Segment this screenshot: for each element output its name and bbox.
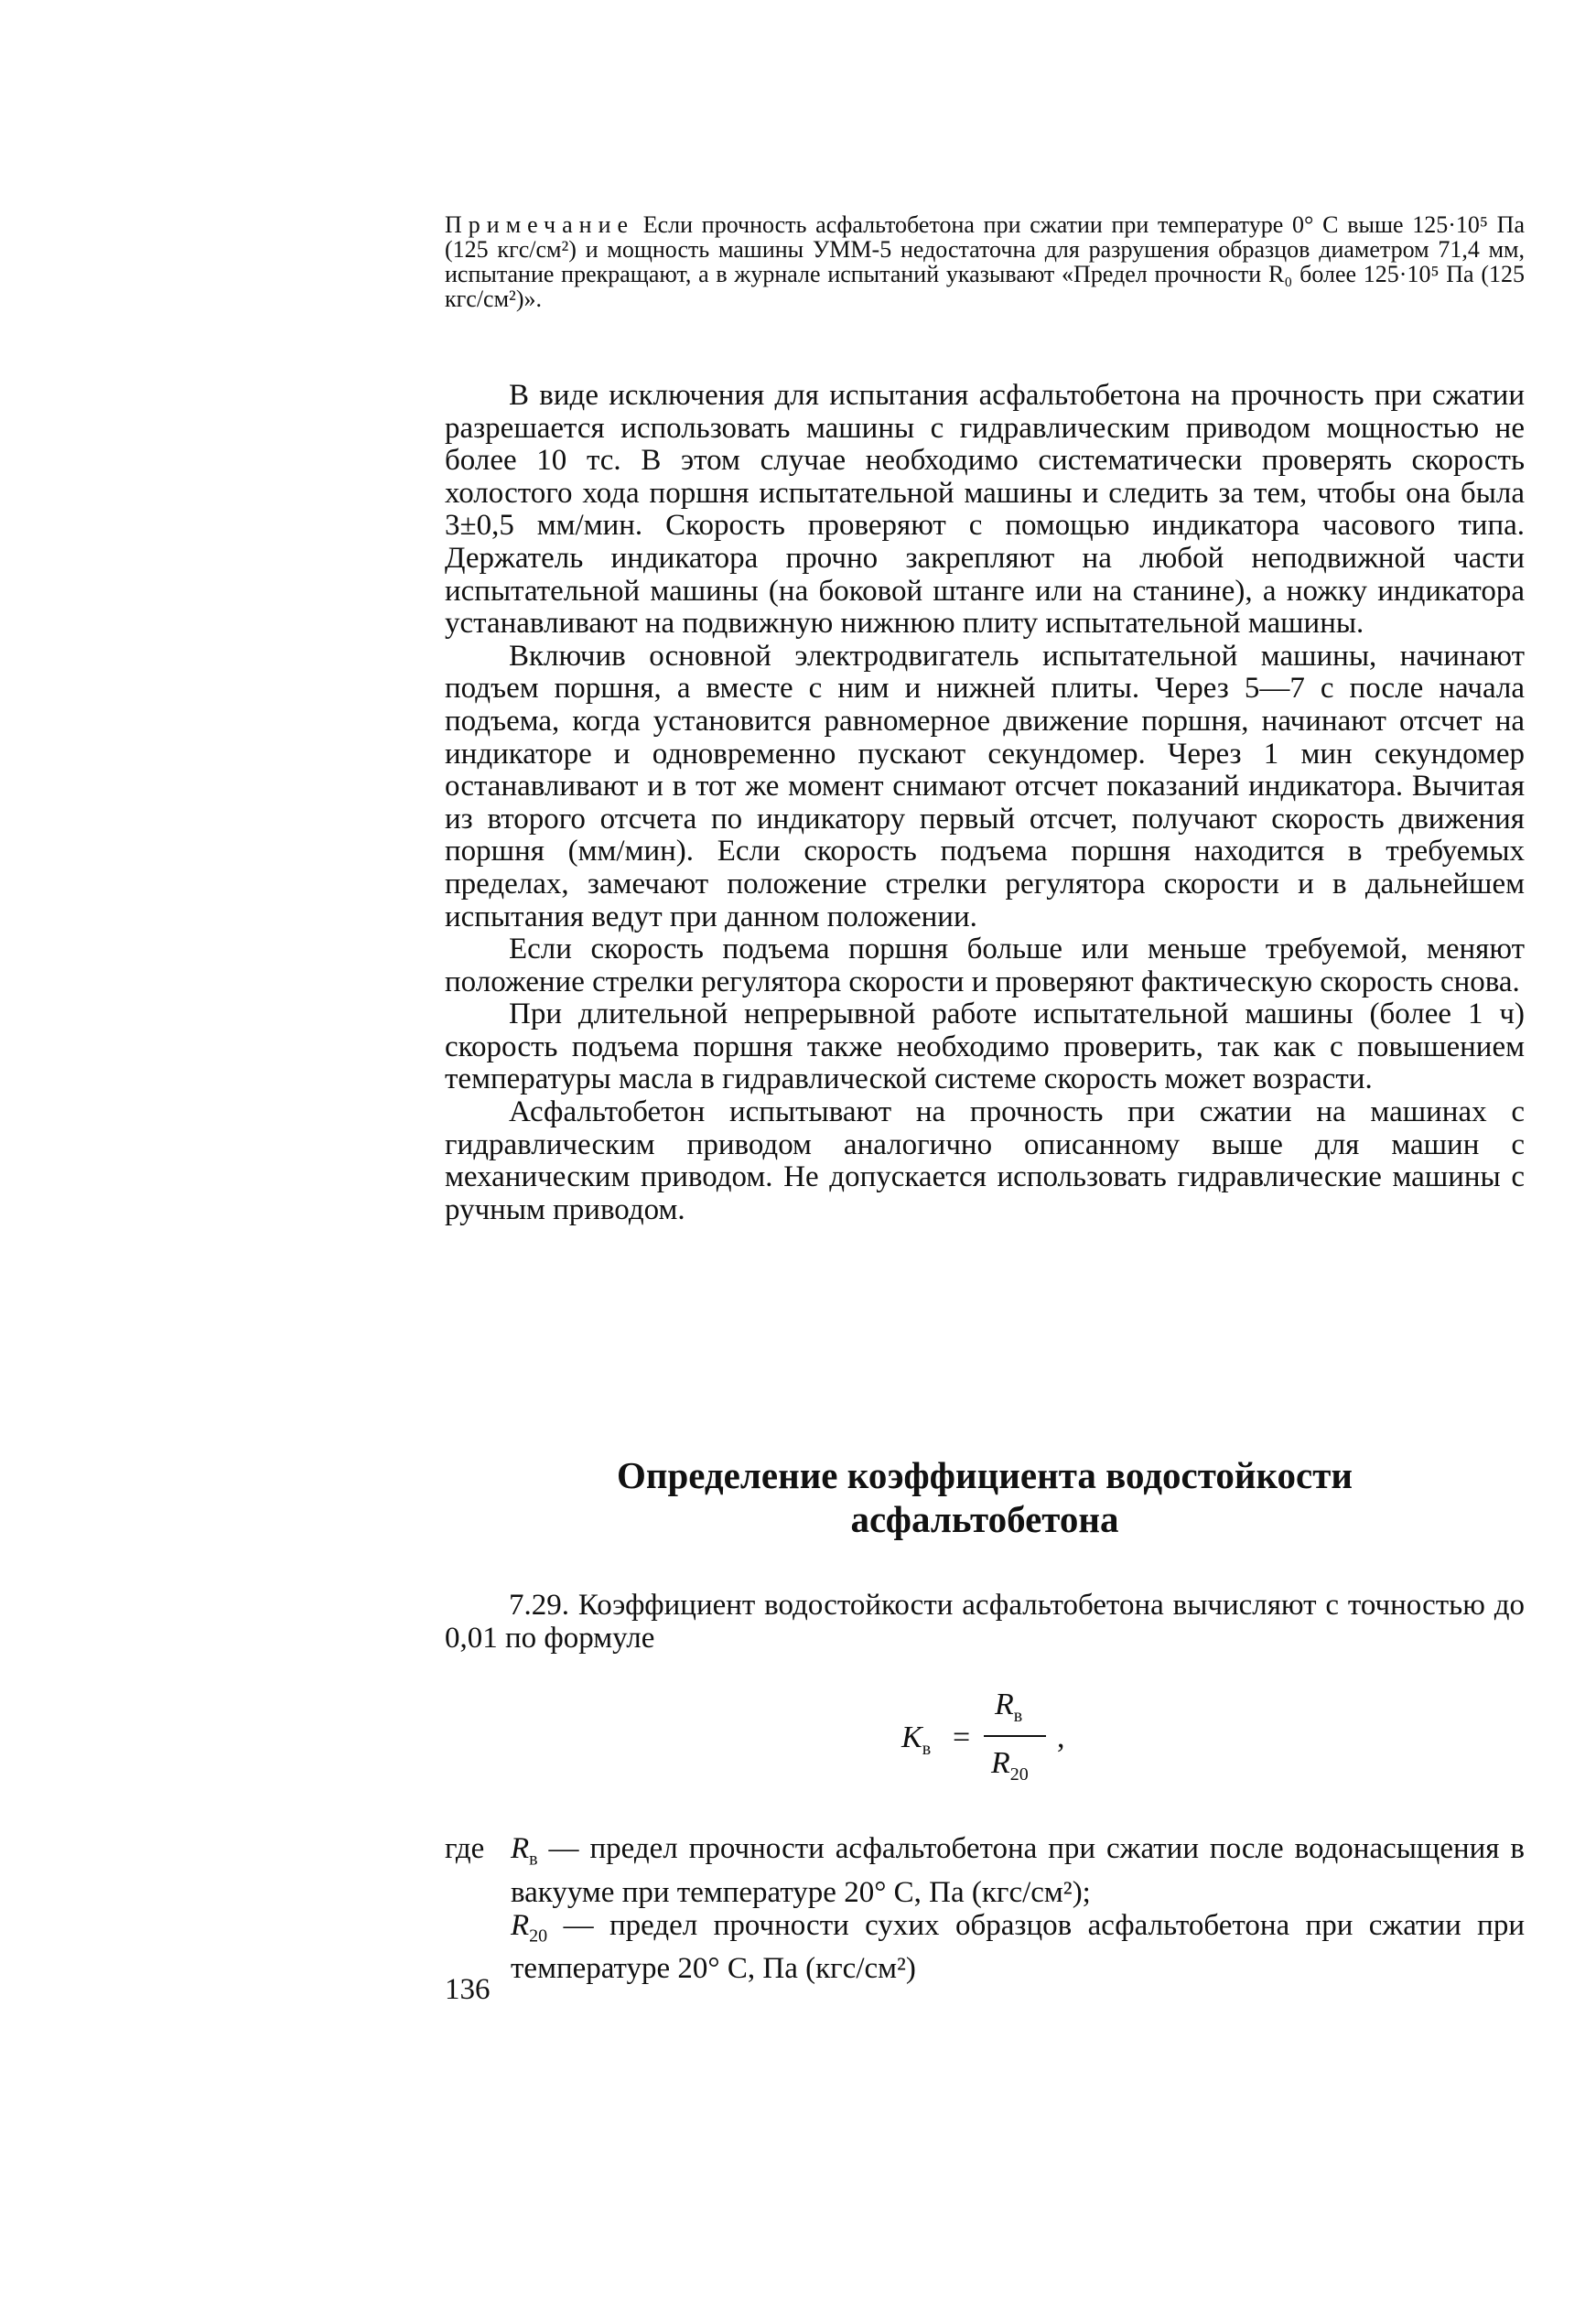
where-label: где [445, 1832, 485, 1865]
rv-symbol-sub: в [529, 1849, 538, 1870]
note-lead: Примечание [445, 211, 635, 238]
paragraph-speed-check: Включив основной электродвигатель испытательной машины, начинают подъем поршня, а вместе с ним и нижней плиты. Через 5—7 с после начала подъема, когда установится равномерное движение поршня, начинают отсчет на индикаторе и одновременно пускают секундомер. Через 1 мин секундомер останавливают и в тот же момент снимают отсчет показаний индикатора. Вычитая из второго отсчета по индикатору первый отсчет, получают скорость движения поршня (мм/мин). Если скорость подъема поршня находится в требуемых пределах, замечают положение стрелки регулятора скорости и в дальнейшем испытания ведут при данном положении. [445, 639, 1525, 933]
note-text: Если прочность асфальтобетона при сжатии при температуре 0° С выше 125·10⁵ Па (125 кгс/см²) и мощность машины УММ-5 недостаточна для разрушения образцов диаметром 71,4 мм, испытание прекращают, а в журнале испытаний указывают «Предел прочности R₀ более 125·10⁵ Па (125 кгс/см²)». [445, 211, 1525, 312]
r20-description: — предел прочности сухих образцов асфальтобетона при сжатии при температуре 20° С, Па (кгс/см²) [511, 1908, 1525, 1986]
definition-rv-text [511, 1832, 1525, 1909]
definition-r20-symbol [511, 1908, 548, 1947]
heading-line-2: асфальтобетона [850, 1498, 1119, 1540]
definition-rv [445, 1832, 1525, 1909]
formula-denominator [991, 1746, 1029, 1785]
formula-lhs-sub: в [922, 1738, 932, 1759]
rv-description: — предел прочности асфальтобетона при сжатии после водонасыщения в вакууме при температуре 20° С, Па (кгс/см²); [511, 1832, 1525, 1909]
fraction-bar [984, 1735, 1046, 1737]
water-resistance-formula [901, 1684, 1139, 1794]
definitions-block [445, 1832, 1525, 1985]
formula-num-symbol: R [995, 1688, 1014, 1721]
body-text [445, 380, 1525, 1226]
formula-lhs-symbol: K [901, 1720, 922, 1754]
formula-den-symbol: R [991, 1746, 1010, 1780]
section-7-29 [445, 1589, 1525, 1655]
paragraph-testing-method: Асфальтобетон испытывают на прочность при сжатии на машинах с гидравлическим приводом аналогично описанному выше для машин с механическим приводом. Не допускается использовать гидравлические машины с ручным приводом. [445, 1095, 1525, 1226]
formula-num-sub: в [1013, 1705, 1023, 1726]
definition-r20 [445, 1909, 1525, 1986]
r20-symbol-sub: 20 [529, 1925, 548, 1947]
heading-line-1: Определение коэффициента водостойкости [616, 1454, 1353, 1496]
paragraph-speed-adjust: Если скорость подъема поршня больше или меньше требуемой, меняют положение стрелки регулятора скорости и проверяют фактическую скорость снова. [445, 933, 1525, 998]
formula-lhs [901, 1720, 931, 1760]
page-number: 136 [445, 1973, 491, 2006]
paragraph-long-operation: При длительной непрерывной работе испытательной машины (более 1 ч) скорость подъема поршня также необходимо проверить, так как с повышением температуры масла в гидравлической системе скорость может возрасти. [445, 998, 1525, 1096]
section-7-29-text: 7.29. Коэффициент водостойкости асфальтобетона вычисляют с точностью до 0,01 по формуле [445, 1589, 1525, 1655]
section-heading [445, 1453, 1525, 1541]
rv-symbol-letter: R [511, 1832, 530, 1865]
definition-rv-symbol [511, 1832, 538, 1870]
paragraph-hydraulic-exception: В виде исключения для испытания асфальтобетона на прочность при сжатии разрешается использовать машины с гидравлическим приводом мощностью не более 10 тс. В этом случае необходимо систематически проверять скорость холостого хода поршня испытательной машины и следить за тем, чтобы она была 3±0,5 мм/мин. Скорость проверяют с помощью индикатора часового типа. Держатель индикатора прочно закрепляют на любой неподвижной части испытательной машины (на боковой штанге или на станине), а ножку индикатора устанавливают на подвижную нижнюю плиту испытательной машины. [445, 379, 1525, 641]
formula-numerator [995, 1688, 1022, 1727]
formula-comma: , [1057, 1720, 1065, 1754]
note-block [445, 212, 1525, 311]
formula-den-sub: 20 [1009, 1764, 1029, 1785]
r20-symbol-letter: R [511, 1908, 530, 1942]
formula-equals: = [953, 1720, 971, 1754]
